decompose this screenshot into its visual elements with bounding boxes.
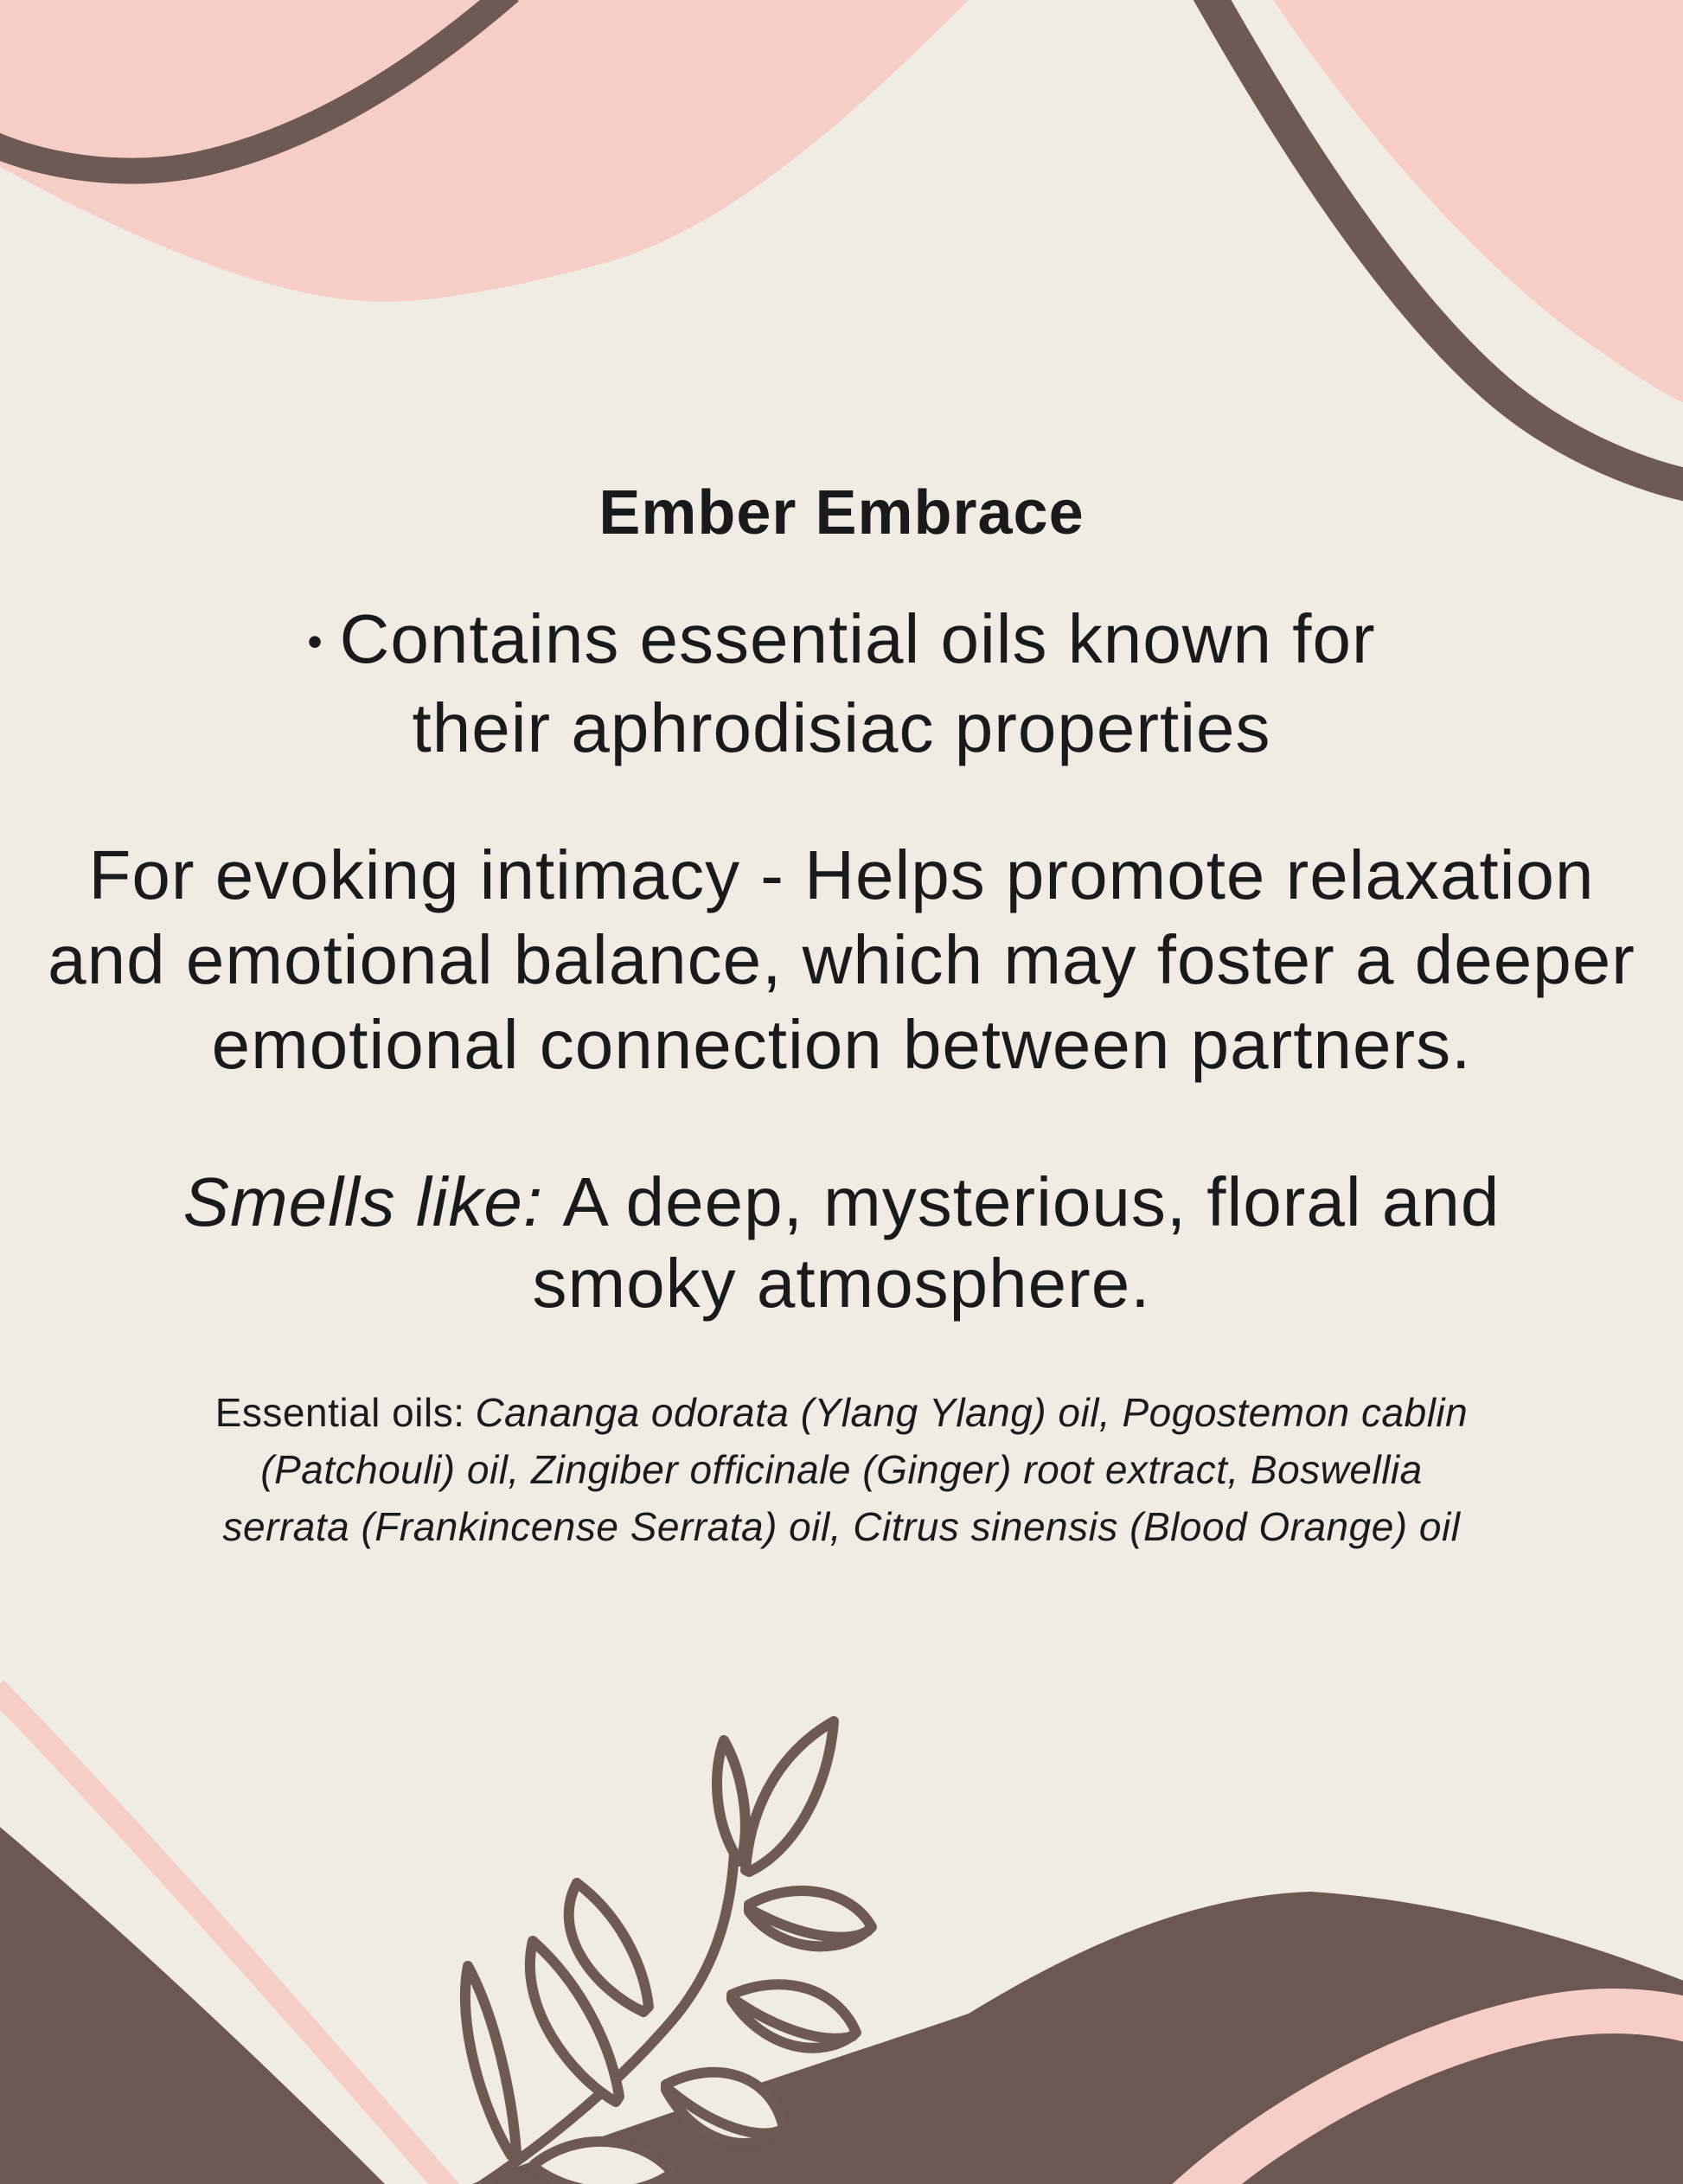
bottom-right-brown-wave-shape xyxy=(457,1892,1683,2184)
description-line-1: For evoking intimacy - Helps promote relaxation xyxy=(88,836,1595,913)
essential-oils-paragraph xyxy=(0,1384,1683,1555)
bottom-left-brown-wave-shape xyxy=(0,1823,391,2184)
smells-like-line-1 xyxy=(0,1162,1683,1243)
bullet-point-paragraph xyxy=(0,596,1683,772)
page-title: Ember Embrace xyxy=(598,478,1085,548)
description-line-3: emotional connection between partners. xyxy=(211,1006,1472,1083)
bullet-text-line-2: their aphrodisiac properties xyxy=(412,689,1271,767)
essential-oils-line-3: serrata (Frankincense Serrata) oil, Citrus sinensis (Blood Orange) oil xyxy=(222,1504,1461,1549)
bottom-left-pink-curve-line xyxy=(0,1688,451,2184)
smells-like-label: Smells like: xyxy=(182,1163,544,1240)
top-left-pink-wave-shape xyxy=(0,0,973,302)
description-line-2: and emotional balance, which may foster a deeper xyxy=(48,921,1635,998)
essential-oils-line-1 xyxy=(0,1384,1683,1441)
bullet-text-line-1: Contains essential oils known for xyxy=(339,600,1376,677)
top-right-pink-wave-shape xyxy=(1270,0,1683,405)
top-right-brown-curve-line xyxy=(1207,0,1683,486)
essential-oils-line-2: (Patchouli) oil, Zingiber officinale (Ginger) root extract, Boswellia xyxy=(260,1447,1423,1492)
leaf-branch-illustration xyxy=(465,1721,872,2184)
description-paragraph xyxy=(0,833,1683,1087)
leaf-branch-stem xyxy=(477,1771,735,2184)
essential-oils-text: Cananga odorata (Ylang Ylang) oil, Pogostemon cablin xyxy=(475,1390,1469,1435)
bullet-marker: • xyxy=(307,618,323,667)
smells-like-paragraph xyxy=(0,1162,1683,1324)
essential-oils-label: Essential oils: xyxy=(214,1390,465,1435)
top-left-brown-curve-line xyxy=(0,0,510,171)
bottom-right-pink-curve-band xyxy=(1187,2011,1683,2184)
bullet-line-1 xyxy=(0,596,1683,685)
smells-like-text: A deep, mysterious, floral and xyxy=(562,1163,1501,1240)
smells-like-line-2: smoky atmosphere. xyxy=(532,1245,1151,1322)
